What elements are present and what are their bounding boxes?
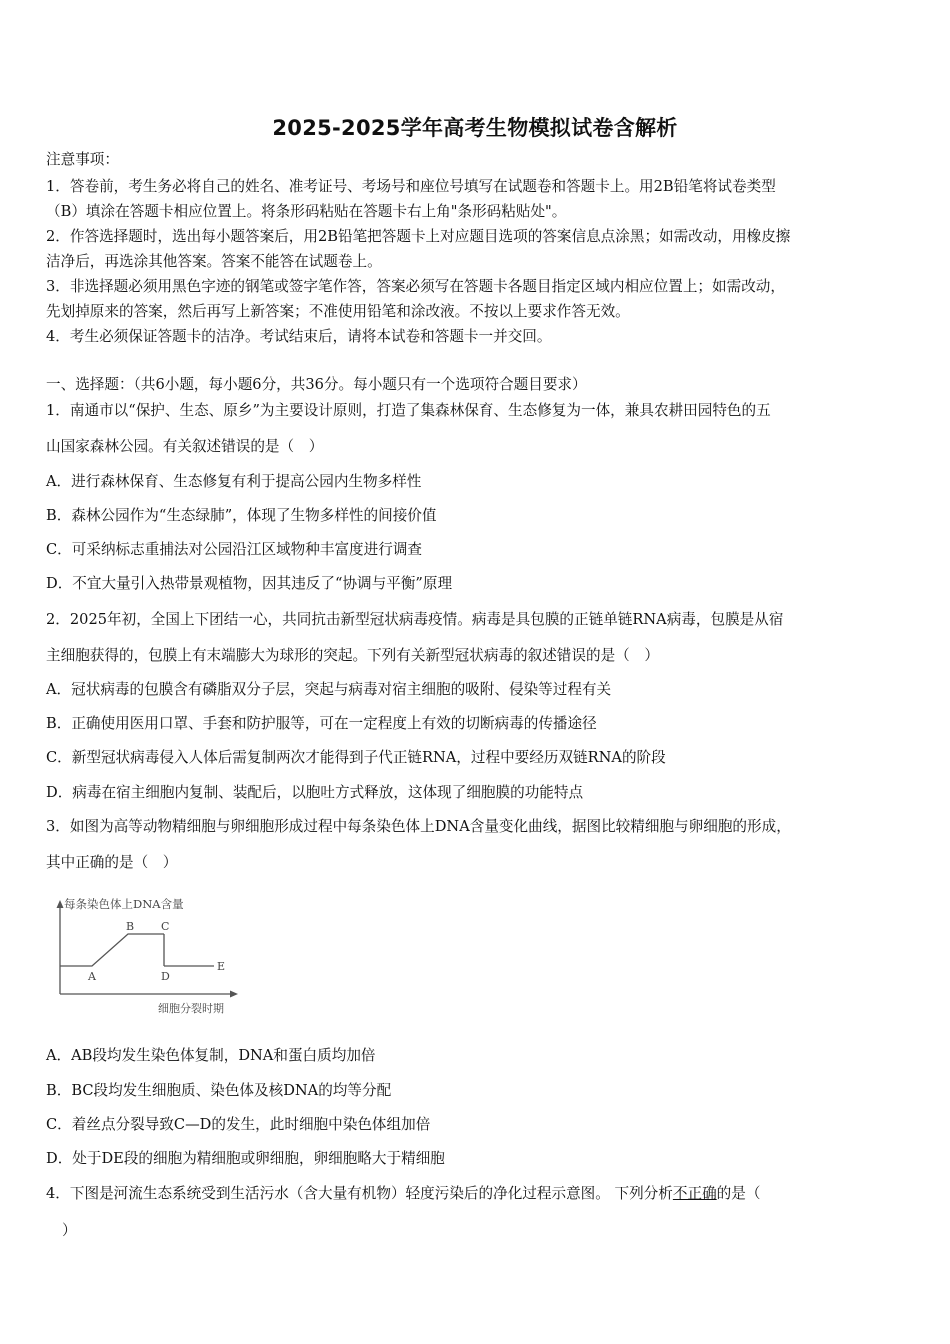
dna-content-curve-figure <box>44 890 264 1022</box>
question-4-stem <box>46 1184 760 1204</box>
question-1-option-d: D．不宜大量引入热带景观植物，因其违反了“协调与平衡”原理 <box>46 575 453 592</box>
question-3-option-d: D．处于DE段的细胞为精细胞或卵细胞，卵细胞略大于精细胞 <box>46 1150 445 1167</box>
question-1-option-a: A．进行森林保育、生态修复有利于提高公园内生物多样性 <box>46 473 422 490</box>
notice-line: 1．答卷前，考生务必将自己的姓名、准考证号、考场号和座位号填写在试题卷和答题卡上。用2B铅笔将试卷类型 <box>46 178 776 195</box>
question-3-option-b: B．BC段均发生细胞质、染色体及核DNA的均等分配 <box>46 1082 392 1099</box>
question-2-option-b: B．正确使用医用口罩、手套和防护服等，可在一定程度上有效的切断病毒的传播途径 <box>46 715 597 732</box>
question-4-stem-line2: ） <box>62 1222 77 1239</box>
question-1-stem: 1．南通市以“保护、生态、原乡”为主要设计原则，打造了集森林保育、生态修复为一体，兼具农耕田园特色的五 <box>46 402 771 419</box>
question-2-option-d: D．病毒在宿主细胞内复制、装配后，以胞吐方式释放，这体现了细胞膜的功能特点 <box>46 784 584 801</box>
question-3-stem: 其中正确的是（ ） <box>46 854 178 871</box>
notice-line: 先划掉原来的答案，然后再写上新答案；不准使用铅笔和涂改液。不按以上要求作答无效。 <box>46 303 630 320</box>
question-3-option-c: C．着丝点分裂导致C—D的发生，此时细胞中染色体组加倍 <box>46 1116 431 1133</box>
notice-line: 2．作答选择题时，选出每小题答案后，用2B铅笔把答题卡上对应题目选项的答案信息点涂黑；如需改动，用橡皮擦 <box>46 228 791 245</box>
point-label-d: D <box>161 970 170 983</box>
question-3-stem: 3．如图为高等动物精细胞与卵细胞形成过程中每条染色体上DNA含量变化曲线，据图比较精细胞与卵细胞的形成， <box>46 818 791 835</box>
question-1-option-c: C．可采纳标志重捕法对公园沿江区域物种丰富度进行调查 <box>46 541 423 558</box>
notice-line: 4．考生必须保证答题卡的洁净。考试结束后，请将本试卷和答题卡一并交回。 <box>46 328 552 345</box>
point-label-a: A <box>88 970 96 983</box>
y-axis-arrow <box>57 900 64 908</box>
section-heading: 一、选择题：（共6小题，每小题6分，共36分。每小题只有一个选项符合题目要求） <box>46 376 587 393</box>
question-1-stem: 山国家森林公园。有关叙述错误的是（ ） <box>46 438 324 455</box>
dna-curve <box>60 934 164 966</box>
question-2-option-a: A．冠状病毒的包膜含有磷脂双分子层，突起与病毒对宿主细胞的吸附、侵染等过程有关 <box>46 681 612 698</box>
question-4-stem-underlined: 不正确 <box>672 1185 717 1202</box>
question-2-stem: 主细胞获得的，包膜上有末端膨大为球形的突起。下列有关新型冠状病毒的叙述错误的是（ ） <box>46 647 659 664</box>
question-2-stem: 2．2025年初，全国上下团结一心，共同抗击新型冠状病毒疫情。病毒是具包膜的正链单链RNA病毒，包膜是从宿 <box>46 611 784 628</box>
question-4-stem-before: 4．下图是河流生态系统受到生活污水（含大量有机物）轻度污染后的净化过程示意图。 下列分析 <box>46 1185 673 1202</box>
figure-ylabel: 每条染色体上DNA含量 <box>64 897 184 911</box>
notice-line: 洁净后，再选涂其他答案。答案不能答在试题卷上。 <box>46 253 382 270</box>
question-3-option-a: A．AB段均发生染色体复制，DNA和蛋白质均加倍 <box>46 1047 376 1064</box>
page-title: 2025-2025学年高考生物模拟试卷含解析 <box>272 116 678 140</box>
question-1-option-b: B．森林公园作为“生态绿肺”，体现了生物多样性的间接价值 <box>46 507 437 524</box>
notice-line: （B）填涂在答题卡相应位置上。将条形码粘贴在答题卡右上角"条形码粘贴处"。 <box>46 203 567 220</box>
figure-xlabel: 细胞分裂时期 <box>158 1002 224 1015</box>
question-4-stem-after: 的是（ <box>716 1185 761 1202</box>
point-label-c: C <box>161 920 170 933</box>
notice-line: 3．非选择题必须用黑色字迹的钢笔或签字笔作答，答案必须写在答题卡各题目指定区域内相应位置上；如需改动， <box>46 278 785 295</box>
notice-heading: 注意事项： <box>46 151 119 168</box>
question-2-option-c: C．新型冠状病毒侵入人体后需复制两次才能得到子代正链RNA，过程中要经历双链RNA的阶段 <box>46 749 666 766</box>
x-axis-arrow <box>230 991 238 998</box>
point-label-e: E <box>217 960 226 973</box>
point-label-b: B <box>126 920 135 933</box>
